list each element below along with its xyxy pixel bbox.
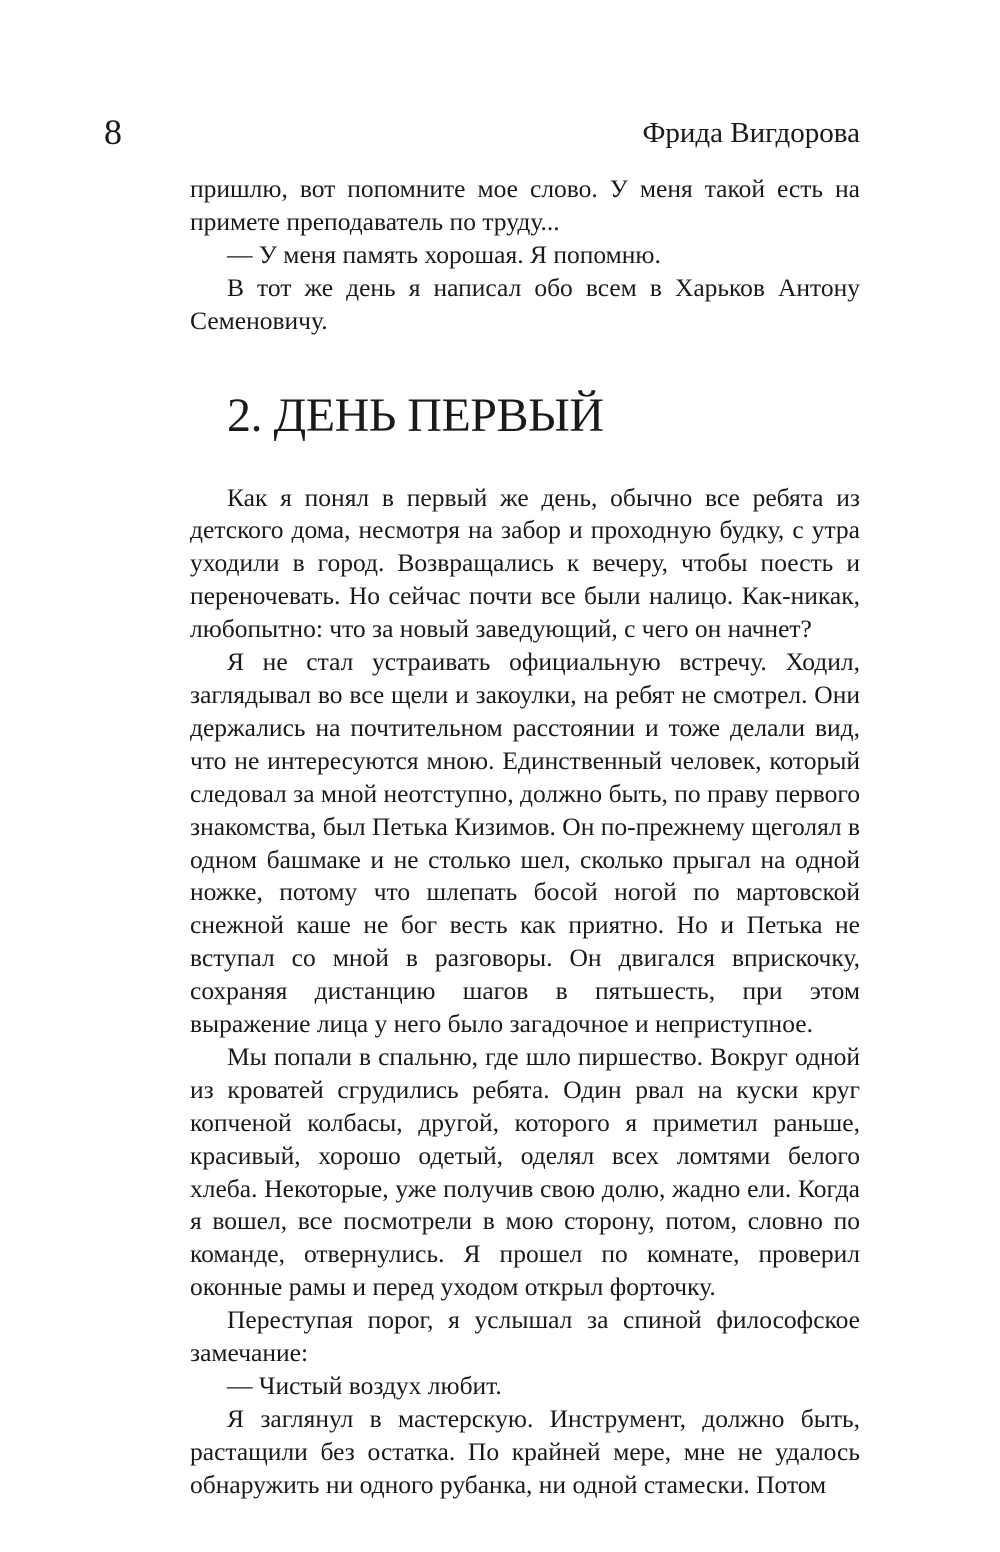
running-head: Фрида Вигдорова: [642, 117, 860, 149]
paragraph: Как я понял в первый же день, обычно все ребята из детского дома, несмотря на забор и проходную будку, с утра уходили в город. Возвращались к вечеру, чтобы поесть и переночевать. Но сейчас почти все были налицо. Как-никак, любопытно: что за новый заведующий, с чего он начнет?: [190, 482, 860, 644]
paragraph: Я заглянул в мастерскую. Инструмент, должно быть, растащили без остатка. По крайней мере, мне не удалось обнаружить ни одного рубанка, ни одной стамески. Потом: [190, 1403, 860, 1499]
body-text: [190, 173, 860, 1502]
paragraph: В тот же день я написал обо всем в Харьков Антону Семеновичу.: [190, 272, 860, 335]
paragraph: Я не стал устраивать официальную встречу. Ходил, заглядывал во все щели и закоулки, на ребят не смотрел. Они держались на почтительном расстоянии и тоже делали вид, что не интересуются мною. Единственный человек, который следовал за мной неотступно, должно быть, по праву первого знакомства, был Петька Кизимов. Он по-прежнему щеголял в одном башмаке и не столько шел, сколько прыгал на одной ножке, потому что шлепать босой ногой по мартовской снежной каше не бог весть как приятно. Но и Петька не вступал со мной в разговоры. Он двигался вприскочку, сохраняя дистанцию шагов в пятьшесть, при этом выражение лица у него было загадочное и неприступное.: [190, 647, 860, 1039]
paragraph: Переступая порог, я услышал за спиной философское замечание:: [190, 1305, 860, 1368]
paragraph: пришлю, вот попомните мое слово. У меня такой есть на примете преподаватель по труду...: [190, 174, 860, 236]
paragraph: Мы попали в спальню, где шло пиршество. Вокруг одной из кроватей сгрудились ребята. Один рвал на куски круг копченой колбасы, другой, которого я приметил раньше, красивый, хорошо одетый, оделял всех ломтями белого хлеба. Некоторые, уже получив свою долю, жадно ели. Когда я вошел, все посмотрели в мою сторону, потом, словно по команде, отвернулись. Я прошел по комнате, проверил оконные рамы и перед уходом открыл форточку.: [190, 1041, 860, 1302]
chapter-title: 2. ДЕНЬ ПЕРВЫЙ: [227, 388, 604, 442]
paragraph: — Чистый воздух любит.: [227, 1371, 502, 1400]
page-number: 8: [104, 112, 122, 152]
paragraph: — У меня память хорошая. Я попомню.: [227, 239, 661, 269]
